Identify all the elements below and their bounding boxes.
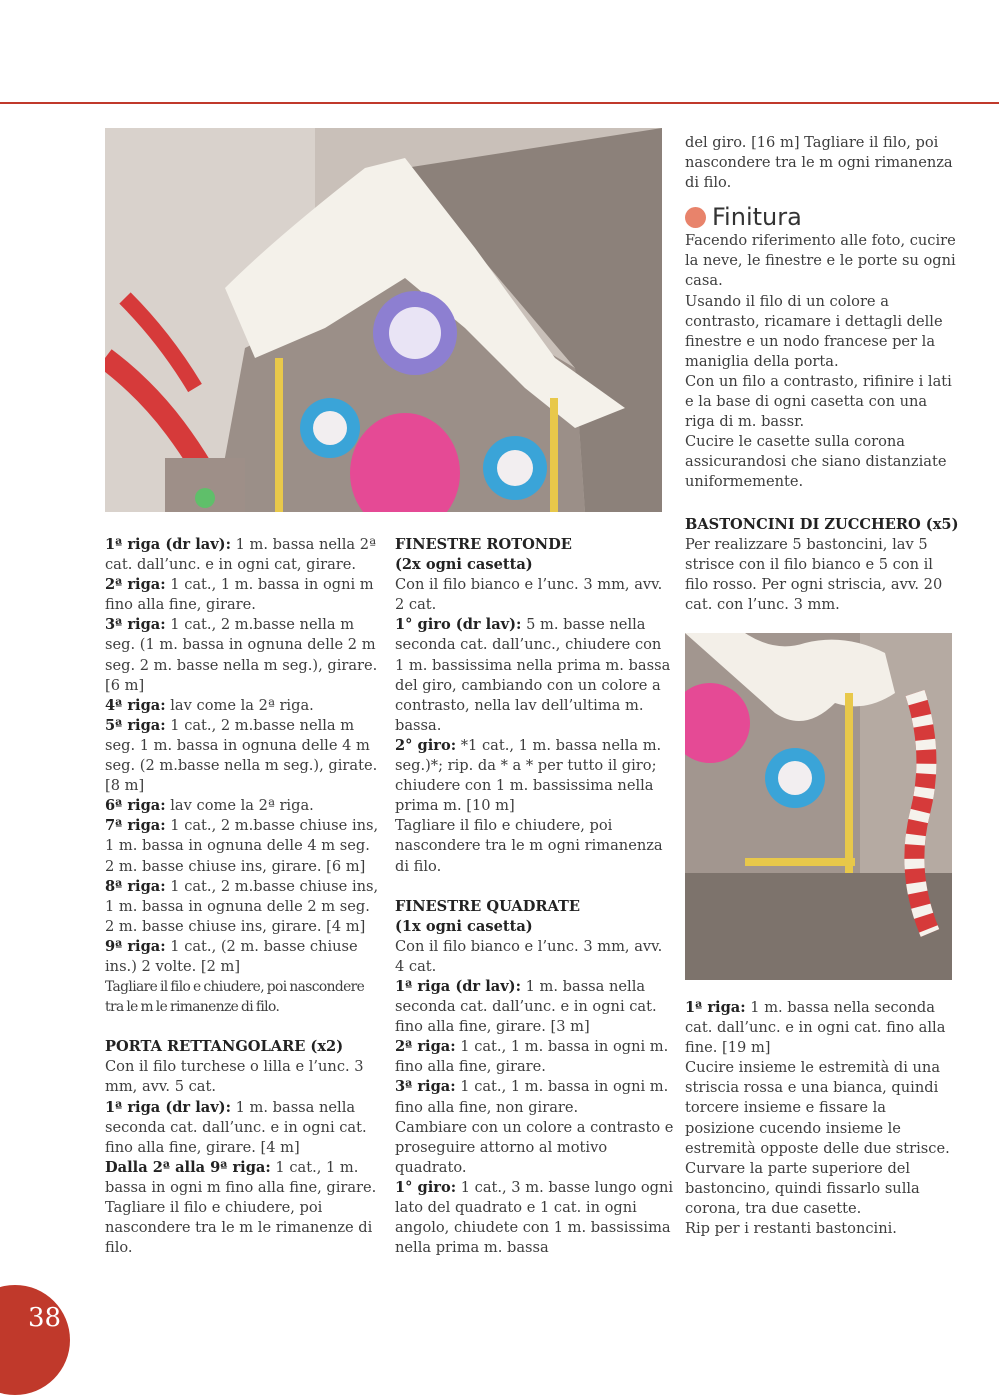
finitura-text-3: Con un filo a contrasto, rifinire i lati e la base di ogni casetta con una riga di m. bassr. [685, 372, 952, 431]
square-windows-change: Cambiare con un colore a contrasto e proseguire attorno al motivo quadrato. [395, 1118, 674, 1176]
gingerbread-house-photo [105, 128, 662, 512]
column-3-top [685, 133, 960, 493]
square-windows-row-1: 1ª riga (dr lav): 1 m. bassa nella seconda cat. dall’unc. e in ogni cat. fino alla fine, girare. [3 m] [395, 977, 657, 1036]
house-detail-illustration [685, 633, 952, 980]
finitura-text-4: Cucire le casette sulla corona assicurandosi che siano distanziate uniformemente. [685, 433, 947, 491]
porta-row-1: 1ª riga (dr lav): 1 m. bassa nella seconda cat. dall’unc. e in ogni cat. fino alla fine, girare. [4 m] [105, 1098, 367, 1156]
square-windows-row-3: 3ª riga: 1 cat., 1 m. bassa in ogni m. fino alla fine, non girare. [395, 1078, 669, 1116]
candy-cane-text-3: Curvare la parte superiore del bastoncino, quindi fissarlo sulla corona, tra due casette. [685, 1159, 920, 1217]
square-windows-subheading: (1x ogni casetta) [395, 917, 533, 935]
bullet-dot-icon [685, 207, 706, 228]
column-3-middle [685, 515, 960, 615]
continued-text: del giro. [16 m] Tagliare il filo, poi nascondere tra le m ogni rimanenza di filo. [685, 134, 953, 192]
finitura-text-2: Usando il filo di un colore a contrasto, ricamare i dettagli delle finestre e un nodo francese per la maniglia della porta. [685, 292, 943, 370]
step-row-1: 1ª riga (dr lav): 1 m. bassa nella 2ª cat. dall’unc. e in ogni cat, girare. [105, 536, 376, 574]
round-windows-heading: FINESTRE ROTONDE [395, 536, 572, 553]
round-windows-subheading: (2x ogni casetta) [395, 556, 533, 574]
candy-cane-row-1: 1ª riga: 1 m. bassa nella seconda cat. dall’unc. e in ogni cat. fino alla fine. [19 m] [685, 999, 946, 1057]
column-3-bottom [685, 998, 960, 1239]
gingerbread-house-illustration [105, 128, 662, 512]
round-windows-round-2: 2° giro: *1 cat., 1 m. bassa nella m. seg.)*; rip. da * a * per tutto il giro; chiudere con 1 m. bassissima nella prima m. [10 m] [395, 736, 662, 815]
square-windows-heading: FINESTRE QUADRATE [395, 897, 580, 915]
round-windows-finish: Tagliare il filo e chiudere, poi nascondere tra le m ogni rimanenza di filo. [395, 817, 663, 875]
step-row-6: 6ª riga: lav come la 2ª riga. [105, 797, 314, 815]
column-2 [395, 535, 675, 1258]
round-windows-round-1: 1° giro (dr lav): 5 m. basse nella seconda cat. dall’unc., chiudere con 1 m. bassissima nella prima m. bassa del giro, cambiando con un colore a contrasto, nella lav dell’ultima m. bassa. [395, 616, 671, 734]
finitura-text-1: Facendo riferimento alle foto, cucire la neve, le finestre e le porte su ogni casa. [685, 232, 956, 290]
step-row-4: 4ª riga: lav come la 2ª riga. [105, 696, 314, 714]
page-number: 38 [28, 1303, 62, 1333]
candy-cane-text-4: Rip per i restanti bastoncini. [685, 1220, 897, 1238]
finish-note: Tagliare il filo e chiudere, poi nascondere tra le m le rimanenze di filo. [105, 979, 365, 1016]
round-windows-intro: Con il filo bianco e l’unc. 3 mm, avv. 2 cat. [395, 576, 663, 614]
step-row-3: 3ª riga: 1 cat., 2 m.basse nella m seg. (1 m. bassa in ognuna delle 2 m seg. 2 m. basse nella m seg.), girare.[6 m] [105, 616, 378, 694]
porta-heading: PORTA RETTANGOLARE (x2) [105, 1038, 344, 1056]
step-row-7: 7ª riga: 1 cat., 2 m.basse chiuse ins, 1 m. bassa in ognuna delle 4 m seg. 2 m. basse chiuse ins, girare. [6 m] [105, 817, 379, 875]
candy-cane-intro: Per realizzare 5 bastoncini, lav 5 strisce con il filo bianco e 5 con il filo rosso. Per ogni striscia, avv. 20 cat. con l’unc. 3 mm. [685, 536, 943, 614]
page-number-badge [0, 1285, 70, 1395]
step-row-5: 5ª riga: 1 cat., 2 m.basse nella m seg. 1 m. bassa in ognuna delle 4 m seg. (2 m.basse nella m seg.), girate. [8 m] [105, 716, 378, 795]
porta-row-2: Dalla 2ª alla 9ª riga: 1 cat., 1 m. bassa in ogni m fino alla fine, girare. [105, 1158, 377, 1196]
square-windows-round-1: 1° giro: 1 cat., 3 m. basse lungo ogni lato del quadrato e 1 cat. in ogni angolo, chiudete con 1 m. bassissima nella prima m. bassa [395, 1178, 674, 1257]
porta-intro: Con il filo turchese o lilla e l’unc. 3 mm, avv. 5 cat. [105, 1058, 364, 1096]
column-1 [105, 535, 380, 1258]
house-detail-photo [685, 633, 952, 980]
top-rule [0, 102, 999, 104]
step-row-8: 8ª riga: 1 cat., 2 m.basse chiuse ins, 1 m. bassa in ognuna delle 2 m seg. 2 m. basse chiuse ins, girare. [4 m] [105, 877, 379, 935]
square-windows-row-2: 2ª riga: 1 cat., 1 m. bassa in ogni m. fino alla fine, girare. [395, 1038, 669, 1076]
candy-cane-text-2: Cucire insieme le estremità di una striscia rossa e una bianca, quindi torcere insieme e fissare la posizione cucendo insieme le estremità opposte delle due strisce. [685, 1059, 950, 1157]
step-row-2: 2ª riga: 1 cat., 1 m. bassa in ogni m fino alla fine, girare. [105, 576, 374, 614]
step-row-9: 9ª riga: 1 cat., (2 m. basse chiuse ins.) 2 volte. [2 m] [105, 937, 358, 975]
finitura-heading: Finitura [685, 203, 960, 231]
candy-cane-heading: BASTONCINI DI ZUCCHERO (x5) [685, 516, 959, 533]
square-windows-intro: Con il filo bianco e l’unc. 3 mm, avv. 4 cat. [395, 937, 663, 975]
porta-finish: Tagliare il filo e chiudere, poi nascondere tra le m le rimanenze di filo. [105, 1199, 373, 1257]
